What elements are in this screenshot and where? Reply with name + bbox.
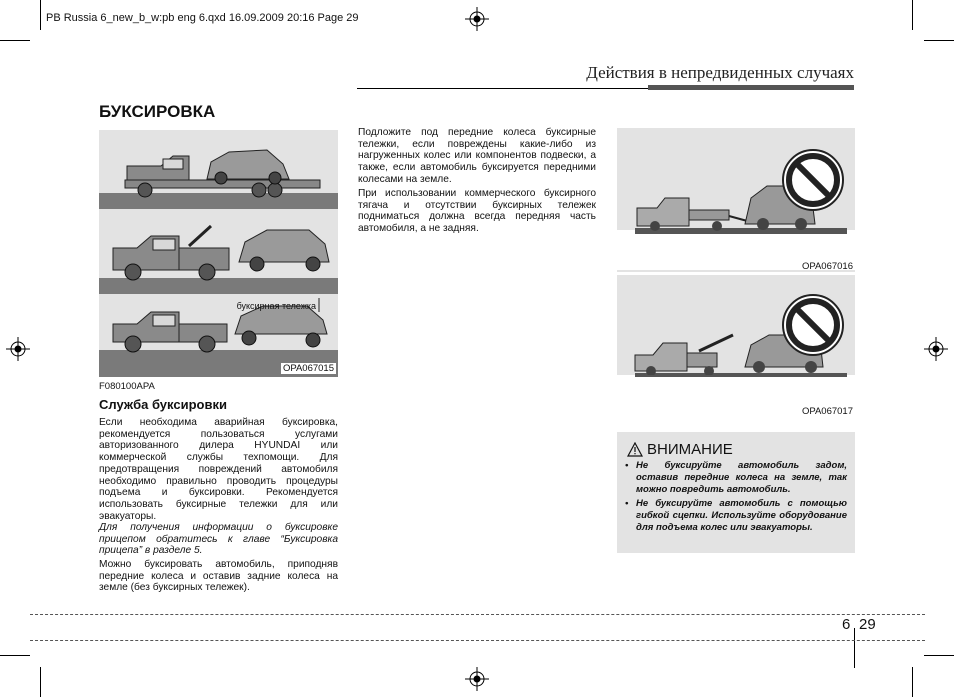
crop-mark [0, 40, 30, 41]
header-bar [648, 85, 854, 90]
crop-mark [924, 655, 954, 656]
paragraph-italic: Для получения информации о буксировке прицепом обратитесь к главе “Буксировка прицепа” в разделе 5. [99, 522, 338, 557]
subsection-title: Служба буксировки [99, 397, 227, 412]
warning-title: ВНИМАНИЕ [647, 441, 733, 458]
print-slug: PB Russia 6_new_b_w:pb eng 6.qxd 16.09.2009 20:16 Page 29 [46, 12, 359, 24]
warning-triangle-icon [627, 442, 643, 457]
crop-mark [40, 667, 41, 697]
warning-item: • Не буксируйте автомобиль с помощью гибкой сцепки. Используйте оборудование для подъема колес или эвакуаторы. [625, 498, 847, 533]
registration-mark-icon [6, 337, 30, 361]
crop-mark [854, 628, 855, 668]
bullet-icon: • [625, 498, 629, 509]
footer-rule [30, 614, 925, 615]
warning-box [617, 432, 855, 553]
flatbed-towing-car-drawing [617, 128, 855, 238]
crop-mark [40, 0, 41, 30]
paragraph: Можно буксировать автомобиль, приподняв передние колеса и оставив задние колеса на земле (без буксирных тележек). [99, 559, 338, 594]
crop-mark [924, 40, 954, 41]
page-number: 29 [859, 616, 876, 633]
paragraph: Подложите под передние колеса буксирные тележки, если повреждены какие-либо из нагруженных колес или компонентов подвески, а также, если автомобиль буксируется передними колесами на земле. [358, 127, 596, 185]
figure-code: OPA067015 [282, 363, 334, 374]
footer-rule [30, 640, 925, 641]
figure-code: OPA067017 [801, 406, 853, 417]
paragraph: Если необходима аварийная буксировка, рекомендуется пользоваться услугами авторизованного дилера HYUNDAI или коммерческой службы техпомощи. Для предотвращения повреждений автомобиля необходимо правильно проводить процедуры подъема и буксировки. Рекомендуется использовать буксирные тележки для или эвакуаторы. [99, 417, 338, 522]
figure-reference: F080100APA [99, 381, 155, 392]
towing-methods-illustration [99, 130, 338, 377]
registration-mark-icon [465, 7, 489, 31]
figure-code: OPA067016 [801, 261, 853, 272]
paragraph: При использовании коммерческого буксирного тягача и отсутствии буксирных тележек подниматься должна всегда передняя часть автомобиля, а не задняя. [358, 188, 596, 235]
wrong-towing-illustration [617, 128, 855, 272]
crop-mark [912, 667, 913, 697]
bullet-icon: • [625, 460, 629, 471]
running-header: Действия в непредвиденных случаях [586, 63, 854, 82]
warning-item: • Не буксируйте автомобиль задом, оставив передние колеса на земле, так можно повредить автомобиль. [625, 460, 847, 495]
section-title: БУКСИРОВКА [99, 102, 216, 121]
chapter-number: 6 [842, 616, 851, 633]
crop-mark [912, 0, 913, 30]
registration-mark-icon [465, 667, 489, 691]
tow-dolly-label: буксирная тележка [236, 301, 316, 311]
tow-trucks-drawing [99, 130, 338, 377]
crop-mark [0, 655, 30, 656]
wrong-towing-illustration [617, 275, 855, 417]
wheel-lift-towing-car-drawing [617, 275, 855, 375]
registration-mark-icon [924, 337, 948, 361]
